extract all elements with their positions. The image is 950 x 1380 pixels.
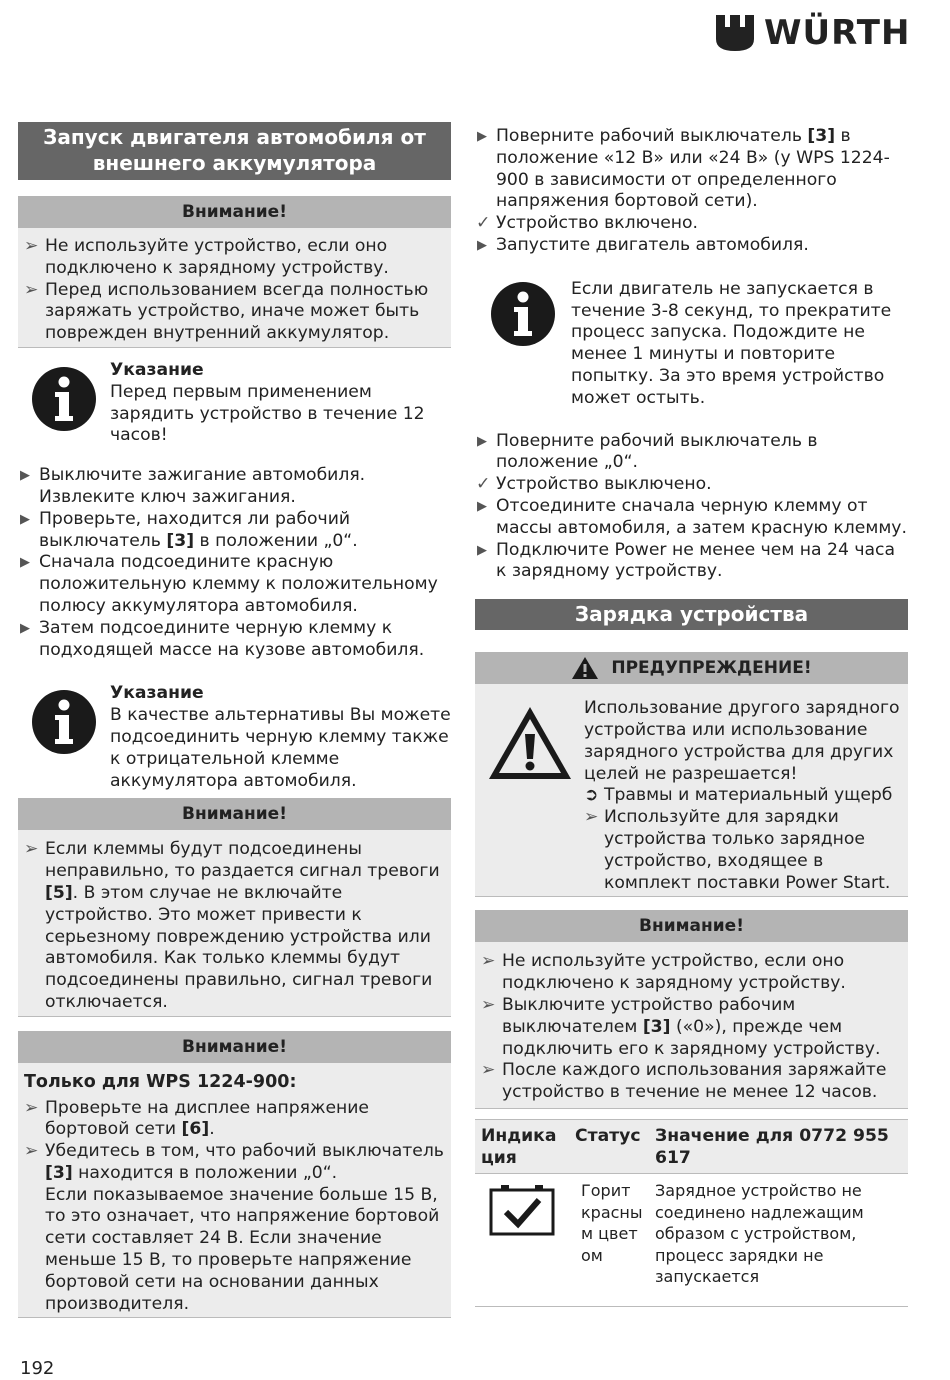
- caution-box-head: Внимание!: [475, 910, 908, 942]
- wurth-logo-icon: [714, 13, 756, 53]
- right-column: [475, 126, 908, 1307]
- danger-box-head: ПРЕДУПРЕЖДЕНИЕ!: [475, 652, 908, 684]
- caution-box-3: [18, 1031, 451, 1319]
- table-header-indication: Индикация: [481, 1125, 557, 1168]
- caution-box-head: Внимание!: [18, 196, 451, 228]
- note-text: Если двигатель не запускается в течение 3-8 секунд, то прекратите процесс запуска. Подождите не менее 1 минуты и повторите попытку. За это время устройство может остыть.: [571, 278, 892, 408]
- caution-box-2: [18, 798, 451, 1016]
- caution-box-1: [18, 196, 451, 348]
- warning-triangle-icon: [571, 656, 599, 680]
- caution-box-head: Внимание!: [18, 1031, 451, 1063]
- note-title: Указание: [110, 359, 204, 380]
- page-number: 192: [20, 1358, 55, 1379]
- note-3: [475, 279, 908, 410]
- note-1: [18, 360, 451, 447]
- table-header-meaning: Значение для 0772 955 617: [655, 1125, 889, 1168]
- list-item: ▶ Запустите двигатель автомобиля.: [477, 234, 809, 255]
- caution-box-head: Внимание!: [18, 798, 451, 830]
- list-item: ➢ Если клеммы будут подсоединены неправильно, то раздается сигнал тревоги [5]. В этом случае не включайте устройство. Это может привести к серьезному повреждению устройства или автомобиля. Как только клеммы будут подсоединены правильно, сигнал тревоги отключается.: [24, 839, 440, 1012]
- danger-text: Использование другого зарядного устройства или использование зарядного устройства для других целей не разрешается!: [584, 698, 900, 784]
- left-column: [18, 122, 451, 1318]
- list-item: ▶ Подключите Power не менее чем на 24 часа к зарядному устройству.: [477, 539, 896, 582]
- table-cell-meaning: Зарядное устройство не соединено надлежащим образом с устройством, процесс зарядки не запускается: [655, 1181, 864, 1287]
- list-item: ➢ Проверьте на дисплее напряжение бортовой сети [6].: [24, 1097, 370, 1140]
- stop-steps: [475, 431, 908, 584]
- table-row: [475, 1173, 908, 1307]
- wurth-logo: [714, 13, 910, 53]
- status-table-header: [475, 1120, 908, 1174]
- caution-subtitle: Только для WPS 1224-900:: [24, 1071, 297, 1092]
- table-header-status: Статус: [575, 1125, 641, 1146]
- list-item: ➲ Травмы и материальный ущерб: [584, 785, 893, 806]
- note-text: В качестве альтернативы Вы можете подсоединить черную клемму также к отрицательной клемме аккумулятора автомобиля.: [110, 705, 451, 791]
- note-title: Указание: [110, 683, 204, 704]
- list-item: ✓ Устройство включено.: [476, 213, 699, 234]
- list-item: ▶ Выключите зажигание автомобиля. Извлеките ключ зажигания.: [20, 465, 366, 507]
- list-item: ▶ Затем подсоедините черную клемму к подходящей массе на кузове автомобиля.: [20, 617, 425, 660]
- table-cell-status: Горит красным цветом: [581, 1181, 643, 1265]
- section-title-charging: Зарядка устройства: [475, 599, 908, 630]
- list-item: ✓ Устройство выключено.: [476, 474, 712, 495]
- battery-check-icon: [489, 1184, 555, 1236]
- list-item: ➢ После каждого использования заряжайте устройство в течение не менее 12 часов.: [481, 1060, 887, 1103]
- list-item: ▶ Проверьте, находится ли рабочий выключатель [3] в положении „0“.: [20, 508, 358, 551]
- info-icon: [490, 281, 556, 347]
- list-item: ➢ Не используйте устройство, если оно подключено к зарядному устройству.: [24, 236, 389, 278]
- jump-start-steps: [18, 465, 451, 661]
- list-item: ➢ Убедитесь в том, что рабочий выключатель [3] находится в положении „0“. Если показываемое значение больше 15 В, то это означает, что напряжение бортовой сети составляет 24 В. Если значение меньше 15 В, то проверьте напряжение бортовой сети на основании данных производителя.: [24, 1141, 444, 1314]
- warning-triangle-icon: [486, 704, 574, 782]
- list-item: ▶ Поверните рабочий выключатель [3] в положение «12 В» или «24 В» (у WPS 1224-900 в зависимости от определенного напряжения бортовой сети).: [477, 126, 890, 212]
- list-item: ➢ Выключите устройство рабочим выключателем [3] («0»), прежде чем подключить его к зарядному устройству.: [481, 994, 881, 1059]
- list-item: ▶ Сначала подсоедините красную положительную клемму к положительному полюсу аккумулятора автомобиля.: [20, 552, 438, 616]
- list-item: ➢ Используйте для зарядки устройства только зарядное устройство, входящее в комплект поставки Power Start.: [584, 807, 891, 893]
- start-steps: [475, 126, 908, 257]
- note-text: Перед первым применением зарядить устройство в течение 12 часов!: [110, 381, 425, 446]
- danger-box: [475, 652, 908, 897]
- note-2: [18, 683, 451, 792]
- list-item: ▶ Отсоедините сначала черную клемму от массы автомобиля, а затем красную клемму.: [477, 495, 907, 538]
- section-title-jump-start: Запуск двигателя автомобиля от внешнего аккумулятора: [18, 122, 451, 180]
- info-icon: [31, 366, 97, 432]
- info-icon: [31, 689, 97, 755]
- list-item: ➢ Не используйте устройство, если оно подключено к зарядному устройству.: [481, 951, 846, 994]
- brand-name: WÜRTH: [764, 13, 911, 53]
- list-item: ➢ Перед использованием всегда полностью заряжать устройство, иначе может быть поврежден внутренний аккумулятор.: [24, 279, 429, 344]
- caution-box-4: [475, 910, 908, 1109]
- list-item: ▶ Поверните рабочий выключатель в положение „0“.: [477, 430, 818, 473]
- status-table: [475, 1119, 908, 1307]
